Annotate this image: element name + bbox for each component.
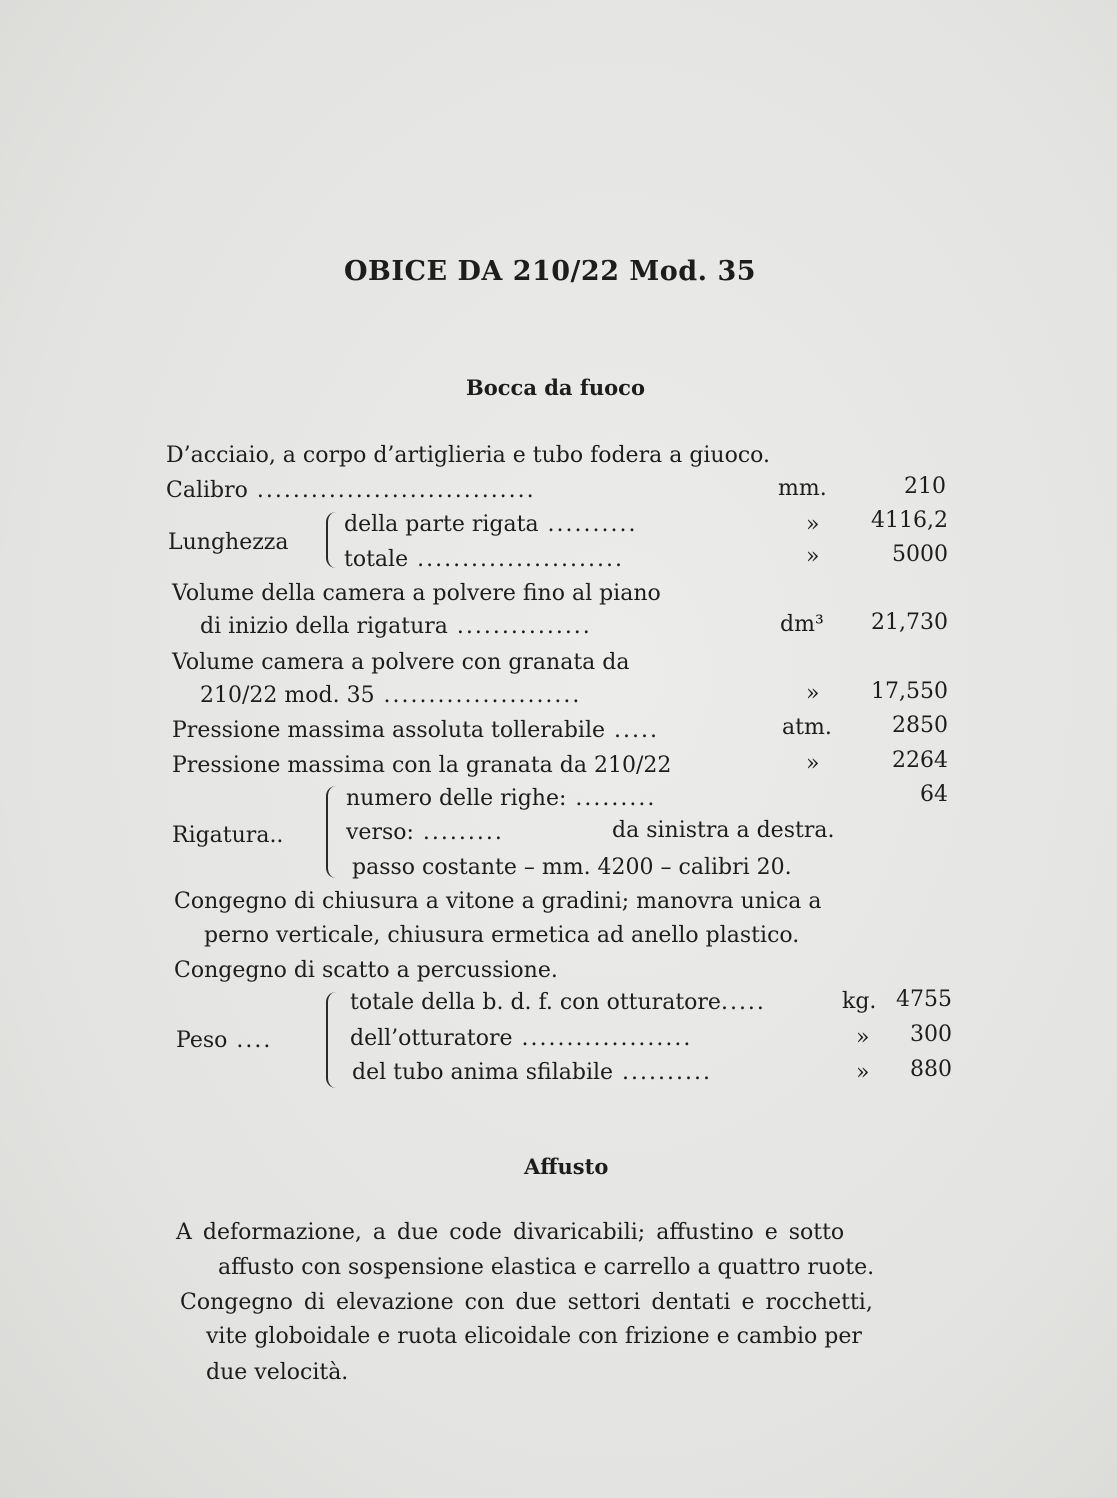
peso-value-3: 880 [910, 1057, 952, 1082]
volume1-line2: di inizio della rigatura ............... [200, 614, 592, 639]
peso-unit-1: kg. [842, 989, 877, 1014]
rigatura-verso-value: da sinistra a destra. [612, 818, 835, 843]
pressione1-label: Pressione massima assoluta tollerabile ..... [172, 718, 659, 743]
pressione2-label: Pressione massima con la granata da 210/22 [172, 753, 672, 778]
rigatura-verso: verso: ......... [346, 820, 504, 845]
lunghezza-unit-2: » [806, 544, 820, 569]
rigatura-numero: numero delle righe: ......... [346, 786, 657, 811]
scatto-line: Congegno di scatto a percussione. [174, 958, 558, 983]
pressione2-value: 2264 [892, 748, 948, 773]
section-heading-bocca: Bocca da fuoco [466, 375, 645, 400]
peso-unit-2: » [856, 1025, 870, 1050]
rigatura-brace [326, 786, 336, 878]
peso-row-3: del tubo anima sfilabile .......... [352, 1060, 712, 1085]
rigatura-passo: passo costante – mm. 4200 – calibri 20. [352, 855, 792, 880]
affusto-p2-line1: Congegno di elevazione con due settori dentati e rocchetti, [180, 1290, 873, 1315]
lunghezza-label: Lunghezza [168, 530, 289, 555]
lunghezza-value-2: 5000 [892, 542, 948, 567]
affusto-p1-line1: A deformazione, a due code divaricabili; affustino e sotto [176, 1220, 845, 1245]
volume1-unit: dm³ [780, 612, 824, 637]
pressione2-unit: » [806, 751, 820, 776]
peso-row-1: totale della b. d. f. con otturatore..... [350, 990, 766, 1015]
lunghezza-unit-1: » [806, 512, 820, 537]
lunghezza-row-2: totale ....................... [344, 547, 624, 572]
lunghezza-brace [326, 512, 336, 568]
chiusura-line2: perno verticale, chiusura ermetica ad anello plastico. [204, 923, 800, 948]
peso-unit-3: » [856, 1060, 870, 1085]
affusto-p1-line2: affusto con sospensione elastica e carrello a quattro ruote. [218, 1255, 875, 1280]
affusto-p2-line3: due velocità. [206, 1360, 349, 1385]
affusto-p2-line2: vite globoidale e ruota elicoidale con frizione e cambio per [206, 1324, 862, 1349]
lunghezza-value-1: 4116,2 [871, 508, 948, 533]
calibro-unit: mm. [778, 476, 827, 501]
volume1-line1: Volume della camera a polvere fino al piano [172, 581, 661, 606]
volume1-value: 21,730 [871, 610, 948, 635]
pressione1-unit: atm. [782, 715, 832, 740]
rigatura-numero-value: 64 [920, 782, 948, 807]
volume2-line2: 210/22 mod. 35 ...................... [200, 683, 582, 708]
calibro-label: Calibro ............................... [166, 478, 536, 503]
intro-line: D’acciaio, a corpo d’artiglieria e tubo fodera a giuoco. [166, 443, 771, 468]
lunghezza-row-1: della parte rigata .......... [344, 512, 638, 537]
section-heading-affusto: Affusto [524, 1154, 609, 1179]
rigatura-label: Rigatura.. [172, 823, 284, 848]
peso-brace [326, 992, 336, 1088]
peso-row-2: dell’otturatore ................... [350, 1026, 693, 1051]
volume2-unit: » [806, 681, 820, 706]
calibro-value: 210 [904, 474, 946, 499]
peso-value-2: 300 [910, 1022, 952, 1047]
volume2-value: 17,550 [871, 679, 948, 704]
peso-value-1: 4755 [896, 987, 952, 1012]
page-title: OBICE DA 210/22 Mod. 35 [344, 256, 757, 287]
peso-label: Peso .... [176, 1028, 273, 1053]
chiusura-line1: Congegno di chiusura a vitone a gradini; manovra unica a [174, 889, 822, 914]
volume2-line1: Volume camera a polvere con granata da [172, 650, 630, 675]
pressione1-value: 2850 [892, 713, 948, 738]
